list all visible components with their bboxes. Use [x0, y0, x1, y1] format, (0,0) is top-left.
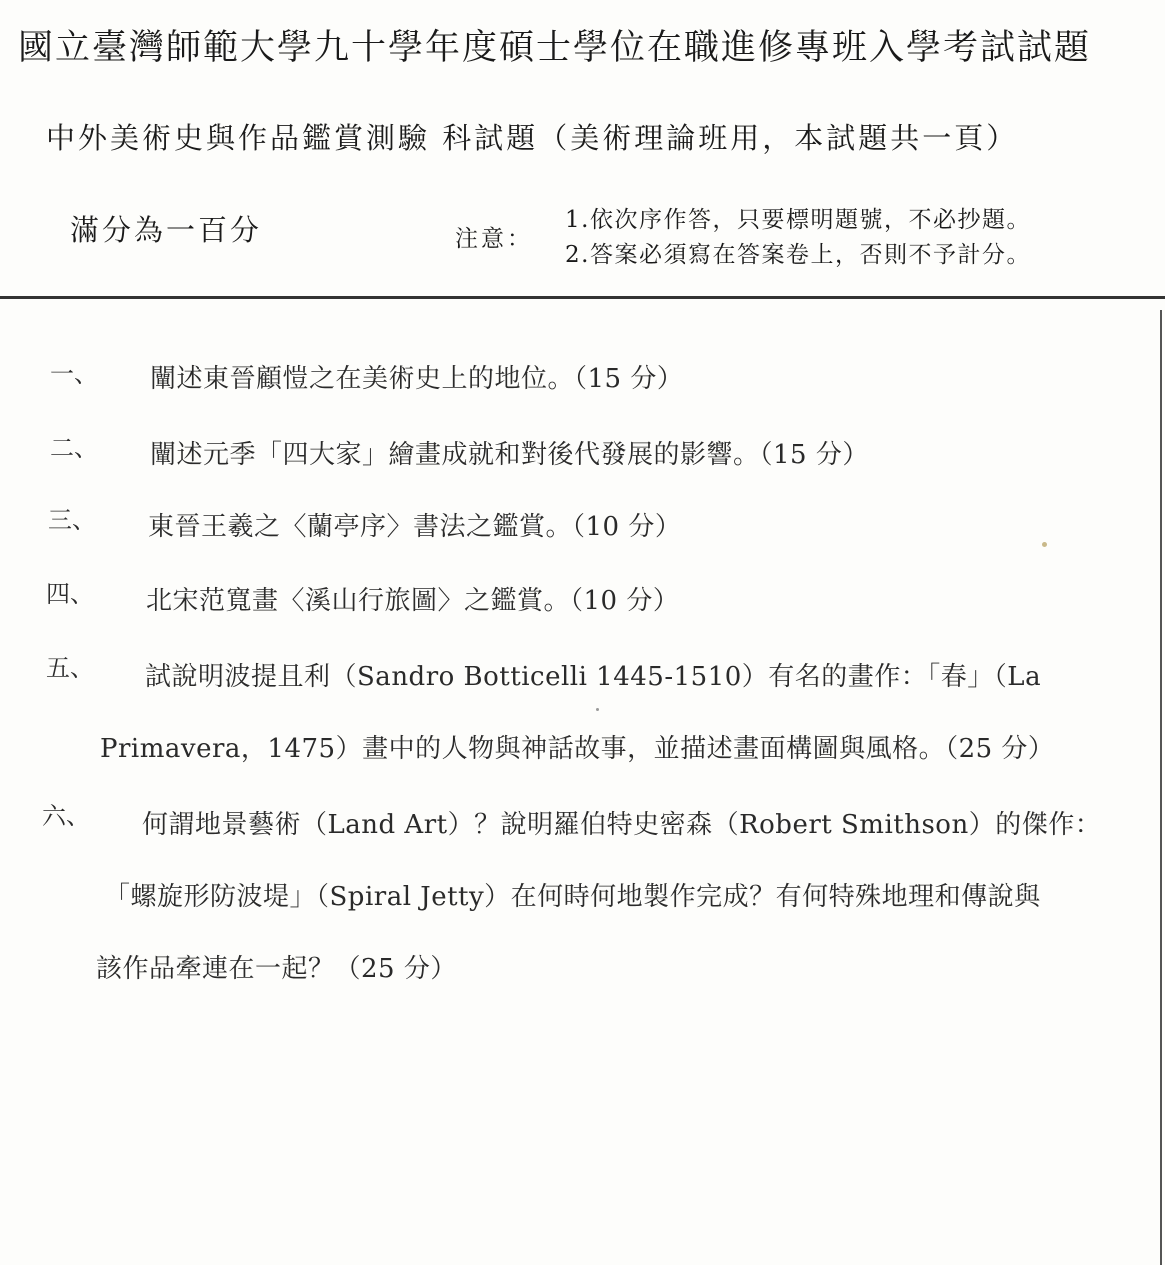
subject-line: 中外美術史與作品鑑賞測驗 科試題（美術理論班用，本試題共一頁）	[46, 121, 1019, 155]
header-divider	[0, 296, 1165, 299]
scan-speck	[596, 708, 599, 711]
question-2-text: 闡述元季「四大家」繪畫成就和對後代發展的影響。（15 分）	[150, 440, 869, 470]
question-6-text-line-1: 何謂地景藝術（Land Art）？說明羅伯特史密森（Robert Smithson）的傑作：	[142, 810, 1102, 840]
question-6-text-line-3: 該作品牽連在一起？（25 分）	[96, 954, 457, 984]
scan-speck	[1042, 542, 1047, 547]
question-4-text: 北宋范寬畫〈溪山行旅圖〉之鑑賞。（10 分）	[146, 586, 680, 616]
question-2-number: 二、	[50, 434, 98, 462]
question-3-text: 東晉王羲之〈蘭亭序〉書法之鑑賞。（10 分）	[148, 512, 682, 542]
question-1-text: 闡述東晉顧愷之在美術史上的地位。（15 分）	[150, 364, 684, 394]
full-score-note: 滿分為一百分	[70, 213, 263, 247]
notice-item: 1.依次序作答，只要標明題號，不必抄題。	[565, 207, 1031, 233]
question-5-number: 五、	[46, 654, 94, 682]
notice-label: 注意：	[455, 226, 533, 252]
question-1-number: 一、	[50, 360, 98, 388]
exam-title: 國立臺灣師範大學九十學年度碩士學位在職進修專班入學考試試題	[18, 28, 1092, 68]
notice-item: 2.答案必須寫在答案卷上，否則不予計分。	[565, 242, 1031, 268]
question-4-number: 四、	[46, 580, 94, 608]
question-5-text-line-1: 試說明波提且利（Sandro Botticelli 1445-1510）有名的畫作：「春」（La	[145, 662, 1042, 692]
question-6-number: 六、	[42, 802, 90, 830]
question-6-text-line-2: 「螺旋形防波堤」（Spiral Jetty）在何時何地製作完成？有何特殊地理和傳說與	[104, 882, 1041, 912]
question-3-number: 三、	[48, 506, 96, 534]
page-edge-line	[1160, 310, 1162, 1265]
notice-list	[565, 203, 1031, 273]
question-5-text-line-2: Primavera，1475）畫中的人物與神話故事，並描述畫面構圖與風格。（25 分）	[100, 734, 1055, 764]
